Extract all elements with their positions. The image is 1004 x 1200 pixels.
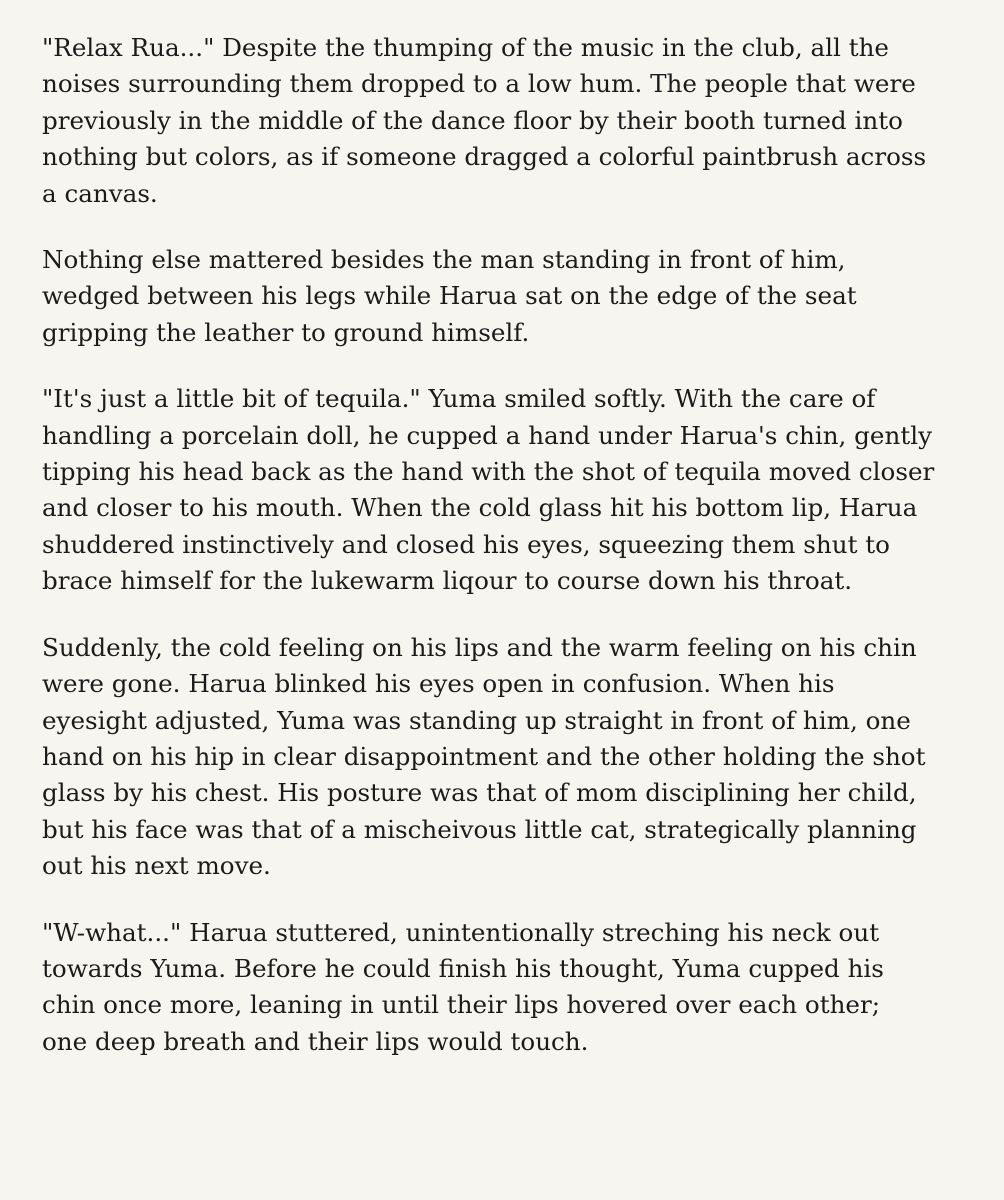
paragraph-4-line-1: Suddenly, the cold feeling on his lips and the warm feeling on his chin <box>42 632 917 662</box>
paragraph-4-line-6: but his face was that of a mischeivous little cat, strategically planning <box>42 814 917 844</box>
paragraph-4 <box>42 630 960 885</box>
paragraph-3-line-4: and closer to his mouth. When the cold glass hit his bottom lip, Harua <box>42 493 918 523</box>
paragraph-1-line-3: previously in the middle of the dance floor by their booth turned into <box>42 105 903 135</box>
paragraph-3-line-2: handling a porcelain doll, he cupped a hand under Harua's chin, gently <box>42 420 932 450</box>
paragraph-3-line-3: tipping his head back as the hand with the shot of tequila moved closer <box>42 457 935 487</box>
paragraph-1-line-1: "Relax Rua..." Despite the thumping of the music in the club, all the <box>42 33 889 62</box>
paragraph-4-line-3: eyesight adjusted, Yuma was standing up straight in front of him, one <box>42 705 911 735</box>
paragraph-3-line-5: shuddered instinctively and closed his eyes, squeezing them shut to <box>42 529 890 559</box>
paragraph-5-line-2: towards Yuma. Before he could finish his thought, Yuma cupped his <box>42 953 884 983</box>
paragraph-4-line-5: glass by his chest. His posture was that of mom disciplining her child, <box>42 778 917 808</box>
paragraph-5-line-1: "W-what..." Harua stuttered, unintentionally streching his neck out <box>42 917 880 947</box>
paragraph-2 <box>42 242 960 351</box>
paragraph-1-line-4: nothing but colors, as if someone dragged a colorful paintbrush across <box>42 142 927 172</box>
paragraph-5 <box>42 915 960 1061</box>
paragraph-4-line-7: out his next move. <box>42 851 271 881</box>
paragraph-4-line-2: were gone. Harua blinked his eyes open in confusion. When his <box>42 669 835 699</box>
paragraph-2-line-1: Nothing else mattered besides the man standing in front of him, <box>42 245 846 275</box>
paragraph-3 <box>42 381 960 599</box>
paragraph-3-line-1: "It's just a little bit of tequila." Yuma smiled softly. With the care of <box>42 384 876 414</box>
paragraph-2-line-3: gripping the leather to ground himself. <box>42 317 530 347</box>
paragraph-3-line-6: brace himself for the lukewarm liqour to course down his throat. <box>42 566 853 596</box>
paragraph-2-line-2: wedged between his legs while Harua sat on the edge of the seat <box>42 281 857 311</box>
paragraph-5-line-4: one deep breath and their lips would touch. <box>42 1026 589 1056</box>
paragraph-1-line-2: noises surrounding them dropped to a low hum. The people that were <box>42 69 916 99</box>
paragraph-4-line-4: hand on his hip in clear disappointment and the other holding the shot <box>42 741 926 771</box>
paragraph-5-line-3: chin once more, leaning in until their lips hovered over each other; <box>42 990 881 1020</box>
paragraph-1-line-5: a canvas. <box>42 178 158 208</box>
paragraph-1 <box>42 30 960 212</box>
